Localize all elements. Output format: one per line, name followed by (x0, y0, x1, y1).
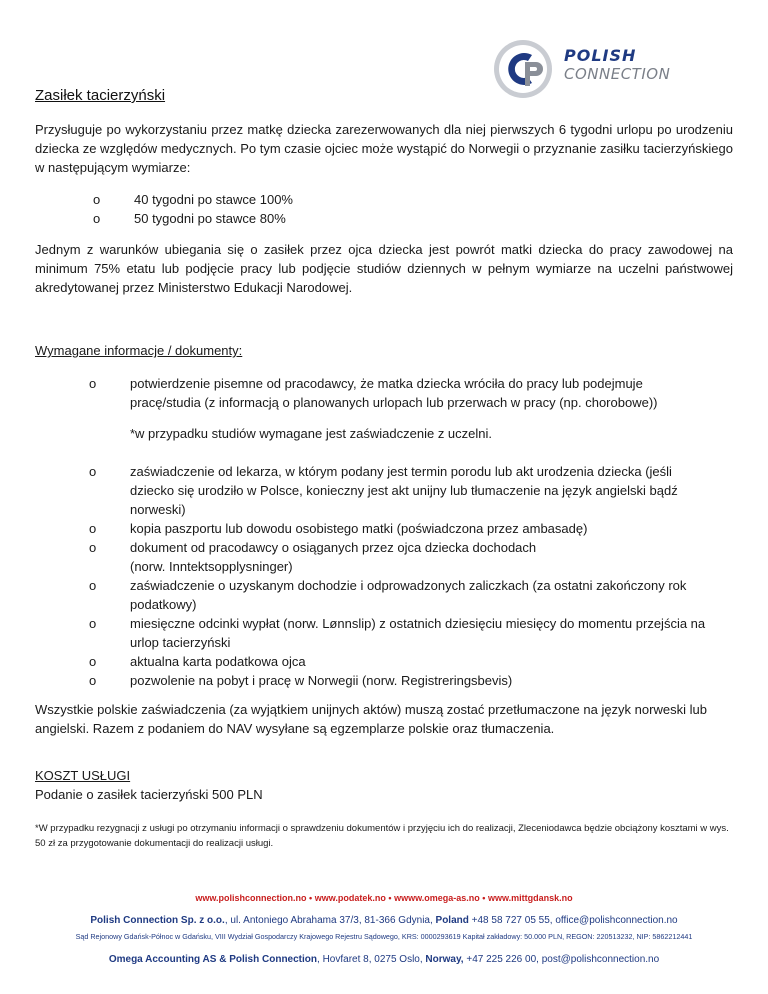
footer-company-line (0, 915, 768, 926)
company-address: , ul. Antoniego Abrahama 37/3, 81-366 Gdynia, (224, 915, 436, 926)
list-item: o 40 tygodni po stawce 100% (93, 192, 293, 207)
bullet-icon: o (93, 192, 101, 207)
documents-heading: Wymagane informacje / dokumenty: (35, 343, 243, 358)
company-name: Polish Connection Sp. z o.o. (90, 915, 225, 926)
footer-oslo-line (0, 954, 768, 965)
bullet-icon: o (89, 673, 97, 688)
logo-word-polish: POLISH (564, 46, 637, 65)
bullet-icon: o (93, 211, 101, 226)
company-contact: +47 225 226 00, post@polishconnection.no (463, 954, 660, 965)
company-name: Omega Accounting AS & Polish Connection (108, 954, 318, 965)
translation-paragraph: Wszystkie polskie zaświadczenia (za wyjątkiem unijnych aktów) muszą zostać przetłumaczone na język norweski lub angielski. Razem z podaniem do NAV wysyłane są egzemplarze polskie oraz tłumaczenia. (35, 702, 707, 736)
cancellation-note: *W przypadku rezygnacji z usługi po otrzymaniu informacji o sprawdzeniu dokumentów i przyjęciu ich do realizacji, Zleceniodawca będzie obciążony kosztami w wys. 50 zł za przygotowanie dokumentacji do realizacji usługi. (35, 823, 729, 849)
list-item: o aktualna karta podatkowa ojca (89, 654, 306, 669)
bullet-icon: o (89, 578, 97, 593)
list-item: o pozwolenie na pobyt i pracę w Norwegii (norw. Registreringsbevis) (89, 673, 513, 688)
footer-link[interactable]: wwww.omega-as.no (394, 893, 480, 903)
logo-word-connection: CONNECTION (564, 65, 671, 83)
footer-link[interactable]: www.polishconnection.no (195, 893, 307, 903)
documents-list (89, 462, 719, 690)
list-item: o potwierdzenie pisemne od pracodawcy, że matka dziecka wróciła do pracy lub podejmuje pracę/studia (z informacją o planowanych urlopach lub przerwach w pracy (np. chorobowe)) (89, 376, 658, 410)
company-logo (492, 38, 692, 100)
cost-heading: KOSZT USŁUGI (35, 768, 131, 783)
list-item: o zaświadczenie o uzyskanym dochodzie i odprowadzonych zaliczkach (za ostatni zakończony rok podatkowy) (89, 578, 687, 612)
footer-link[interactable]: www.podatek.no (314, 893, 386, 903)
bullet-icon: o (89, 464, 97, 479)
bullet-icon: o (89, 540, 97, 555)
separator-dot: • (482, 893, 486, 903)
list-item: o zaświadczenie od lekarza, w którym podany jest termin porodu lub akt urodzenia dziecka (jeśli dziecko się urodziło w Polsce, konieczny jest akt unijny lub tłumaczenie na język angielski bądź norweski) (89, 464, 678, 517)
footer-links (0, 893, 768, 903)
documents-first-list (89, 374, 709, 412)
bullet-icon: o (89, 376, 97, 391)
studies-note: *w przypadku studiów wymagane jest zaświadczenie z uczelni. (130, 426, 493, 441)
cost-line: Podanie o zasiłek tacierzyński 500 PLN (35, 787, 263, 802)
company-address: , Hovfaret 8, 0275 Oslo, (317, 954, 426, 965)
bullet-icon: o (89, 654, 97, 669)
company-country: Poland (435, 915, 469, 926)
list-item: o kopia paszportu lub dowodu osobistego matki (poświadczona przez ambasadę) (89, 521, 588, 536)
logo-mark-icon (492, 38, 558, 100)
separator-dot: • (309, 893, 313, 903)
footer-link[interactable]: www.mittgdansk.no (487, 893, 573, 903)
condition-paragraph: Jednym z warunków ubiegania się o zasiłek przez ojca dziecka jest powrót matki dziecka do pracy zawodowej na minimum 75% etatu lub podjęcie pracy lub podjęcie studiów dziennych w pełnym wymiarze na uczelni państwowej akredytowanej przez Ministerstwo Edukacji Narodowej. (35, 242, 733, 295)
list-item: o miesięczne odcinki wypłat (norw. Lønnslip) z ostatnich dziesięciu miesięcy do momentu przejścia na urlop tacierzyński (89, 616, 706, 650)
company-contact: +48 58 727 05 55, office@polishconnection.no (468, 915, 678, 926)
footer-registry-line: Sąd Rejonowy Gdańsk-Północ w Gdańsku, VIII Wydział Gospodarczy Krajowego Rejestru Sądowego, KRS: 0000293619 Kapitał zakładowy: 50.000 PLN, REGON: 220513232, NIP: 5862212441 (75, 932, 693, 941)
bullet-icon: o (89, 521, 97, 536)
list-item: o 50 tygodni po stawce 80% (93, 211, 286, 226)
list-item: o dokument od pracodawcy o osiąganych przez ojca dziecka dochodach (norw. Inntektsopplysninger) (89, 540, 537, 574)
company-country: Norway, (425, 954, 464, 965)
intro-paragraph: Przysługuje po wykorzystaniu przez matkę dziecka zarezerwowanych dla niej pierwszych 6 tygodni urlopu po urodzeniu dziecka ze względów medycznych. Po tym czasie ojciec może wystąpić do Norwegii o przyznanie zasiłku tacierzyńskiego w następującym wymiarze: (35, 122, 733, 175)
options-list (93, 190, 713, 228)
page-title: Zasiłek tacierzyński (35, 87, 166, 104)
separator-dot: • (388, 893, 392, 903)
bullet-icon: o (89, 616, 97, 631)
